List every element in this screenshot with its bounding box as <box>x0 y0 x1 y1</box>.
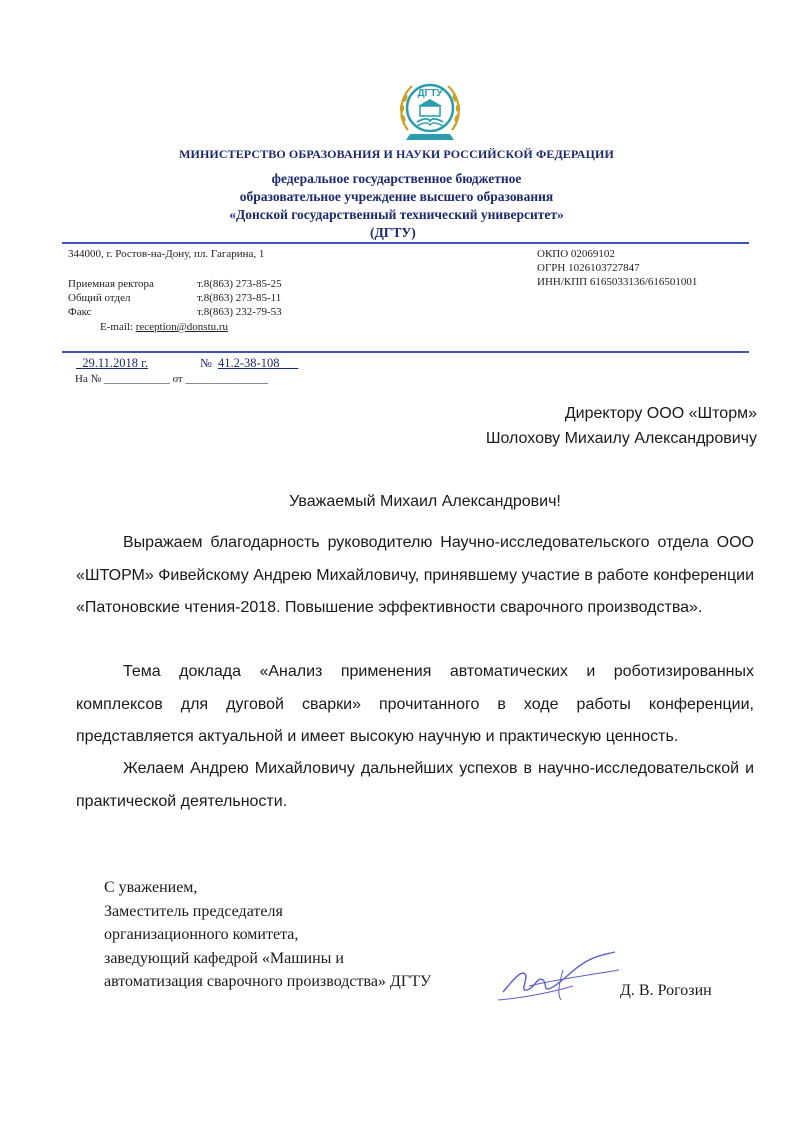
header-divider-bottom <box>62 351 749 353</box>
ministry-title: МИНИСТЕРСТВО ОБРАЗОВАНИЯ И НАУКИ РОССИЙСКОЙ ФЕДЕРАЦИИ <box>179 147 614 161</box>
inn-kpp-code: ИНН/КПП 6165033136/616501001 <box>537 276 698 288</box>
email-line <box>100 321 228 334</box>
okpo-code: ОКПО 02069102 <box>537 248 615 260</box>
signer-title-line: организационного комитета, <box>104 926 299 943</box>
signer-title-line: Заместитель председателя <box>104 902 283 920</box>
letter-number: 41.2-38-108___ <box>218 356 299 370</box>
institution-line-1: федеральное государственное бюджетное <box>271 171 522 186</box>
contact-label: Приемная ректора <box>68 278 154 290</box>
institution-abbrev: (ДГТУ) <box>370 225 416 240</box>
body-paragraph: Тема доклада «Анализ применения автоматических и роботизированных комплексов для дуговой сварки» прочитанного в ходе работы конференции, представляется актуальной и имеет высокую научную и практическую ценность. <box>76 663 754 745</box>
signer-name: Д. В. Рогозин <box>620 982 712 999</box>
letter-number-label: № <box>200 356 212 370</box>
signer-title-line: автоматизация сварочного производства» ДГТУ <box>104 973 432 990</box>
salutation: Уважаемый Михаил Александрович! <box>289 493 561 510</box>
addressee-position: Директору ООО «Шторм» <box>564 405 757 422</box>
signer-title-line: заведующий кафедрой «Машины и <box>104 949 344 967</box>
body-paragraph: Выражаем благодарность руководителю Научно-исследовательского отдела ООО «ШТОРМ» Фивейскому Андрею Михайловичу, принявшему участие в работе конференции «Патоновские чтения-2018. Повышение эффективности сварочного производства». <box>76 534 754 616</box>
email-label: E-mail: <box>100 321 133 333</box>
addressee-name: Шолохову Михаилу Александровичу <box>485 430 757 447</box>
university-logo <box>394 74 466 150</box>
institution-line-3: «Донской государственный технический университет» <box>229 207 564 222</box>
contact-value: т.8(863) 232-79-53 <box>197 306 282 318</box>
closing-regards: С уважением, <box>104 879 198 896</box>
header-divider-top <box>62 242 749 244</box>
body-paragraph: Желаем Андрею Михайловичу дальнейших успехов в научно-исследовательской и практической деятельности. <box>76 760 754 810</box>
contact-label: Общий отдел <box>68 292 131 304</box>
contact-label: Факс <box>68 306 92 318</box>
handwritten-signature <box>493 940 628 1010</box>
logo-text: ДГТУ <box>417 88 443 99</box>
closing-block <box>104 876 431 994</box>
reply-reference-line: На № ____________ от _______________ <box>75 373 268 385</box>
postal-address: 344000, г. Ростов-на-Дону, пл. Гагарина, 1 <box>68 248 265 260</box>
contact-value: т.8(863) 273-85-11 <box>197 292 282 304</box>
letter-date: _29.11.2018 г. <box>76 356 149 370</box>
email-link[interactable]: reception@donstu.ru <box>135 321 229 333</box>
ogrn-code: ОГРН 1026103727847 <box>537 262 640 274</box>
contact-value: т.8(863) 273-85-25 <box>197 278 282 290</box>
institution-line-2: образовательное учреждение высшего образования <box>239 189 554 204</box>
